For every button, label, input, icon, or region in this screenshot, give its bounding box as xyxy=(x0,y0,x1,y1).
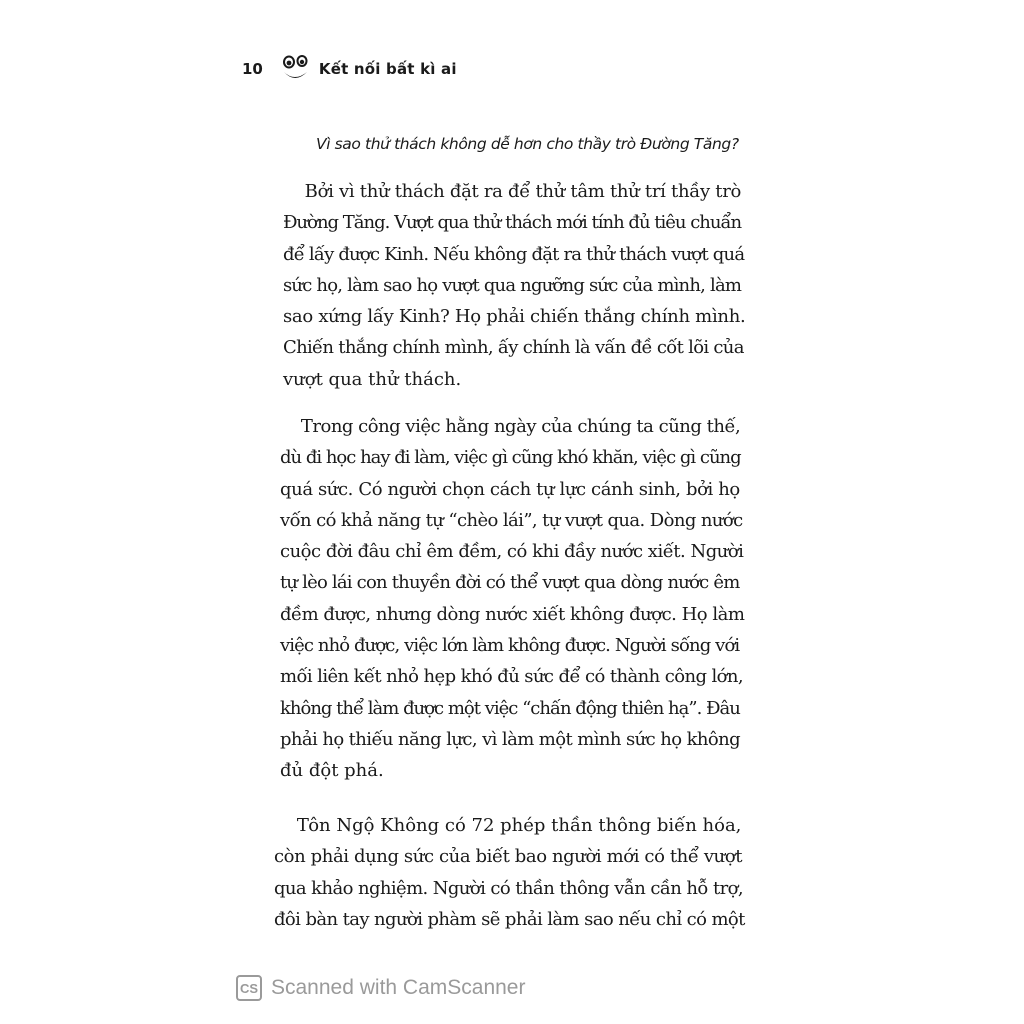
text-line: cuộc đời đâu chỉ êm đềm, có khi đầy nước xiết. Người xyxy=(280,541,744,563)
text-line: qua khảo nghiệm. Người có thần thông vẫn cần hỗ trợ, xyxy=(274,877,743,899)
text-line: quá sức. Có người chọn cách tự lực cánh sinh, bởi họ xyxy=(280,478,740,500)
page-header xyxy=(242,52,457,86)
text-line: dù đi học hay đi làm, việc gì cũng khó khăn, việc gì cũng xyxy=(280,447,741,469)
watermark-text: Scanned with CamScanner xyxy=(271,976,526,999)
text-line: sức họ, làm sao họ vượt qua ngưỡng sức của mình, làm xyxy=(283,274,742,296)
chapter-title: Kết nối bất kì ai xyxy=(318,60,457,78)
text-line: vốn có khả năng tự “chèo lái”, tự vượt qua. Dòng nước xyxy=(280,509,743,531)
text-line: đềm được, nhưng dòng nước xiết không được. Họ làm xyxy=(280,603,745,625)
scanner-watermark xyxy=(236,975,525,1001)
text-line: tự lèo lái con thuyền đời có thể vượt qua dòng nước êm xyxy=(280,572,740,594)
text-line: Bởi vì thử thách đặt ra để thử tâm thử trí thầy trò xyxy=(283,181,742,202)
text-line: vượt qua thử thách. xyxy=(283,368,462,390)
text-line: Đường Tăng. Vượt qua thử thách mới tính đủ tiêu chuẩn xyxy=(283,212,742,234)
paragraph-2 xyxy=(280,411,744,787)
page-number: 10 xyxy=(242,60,263,78)
smiling-face-icon xyxy=(281,54,309,84)
text-line: Chiến thắng chính mình, ấy chính là vấn đề cốt lõi của xyxy=(283,337,744,359)
text-line: việc nhỏ được, việc lớn làm không được. Người sống với xyxy=(280,635,740,657)
paragraph-1 xyxy=(283,176,745,395)
text-line: Tôn Ngộ Không có 72 phép thần thông biến hóa, xyxy=(274,815,742,836)
text-line: để lấy được Kinh. Nếu không đặt ra thử thách vượt quá xyxy=(283,243,745,265)
text-line: phải họ thiếu năng lực, vì làm một mình sức họ không xyxy=(280,728,741,750)
text-line: sao xứng lấy Kinh? Họ phải chiến thắng chính mình. xyxy=(283,306,746,328)
paragraph-3 xyxy=(274,810,746,935)
text-line: Trong công việc hằng ngày của chúng ta cũng thế, xyxy=(280,416,741,437)
text-line: không thể làm được một việc “chấn động thiên hạ”. Đâu xyxy=(280,697,740,719)
text-line: mối liên kết nhỏ hẹp khó đủ sức để có thành công lớn, xyxy=(280,666,744,688)
text-line: đủ đột phá. xyxy=(280,760,384,782)
section-question: Vì sao thử thách không dễ hơn cho thầy trò Đường Tăng? xyxy=(316,135,739,153)
camscanner-logo-icon: CS xyxy=(236,975,262,1001)
text-line: còn phải dụng sức của biết bao người mới có thể vượt xyxy=(274,846,743,868)
text-line: đôi bàn tay người phàm sẽ phải làm sao nếu chỉ có một xyxy=(274,908,745,930)
